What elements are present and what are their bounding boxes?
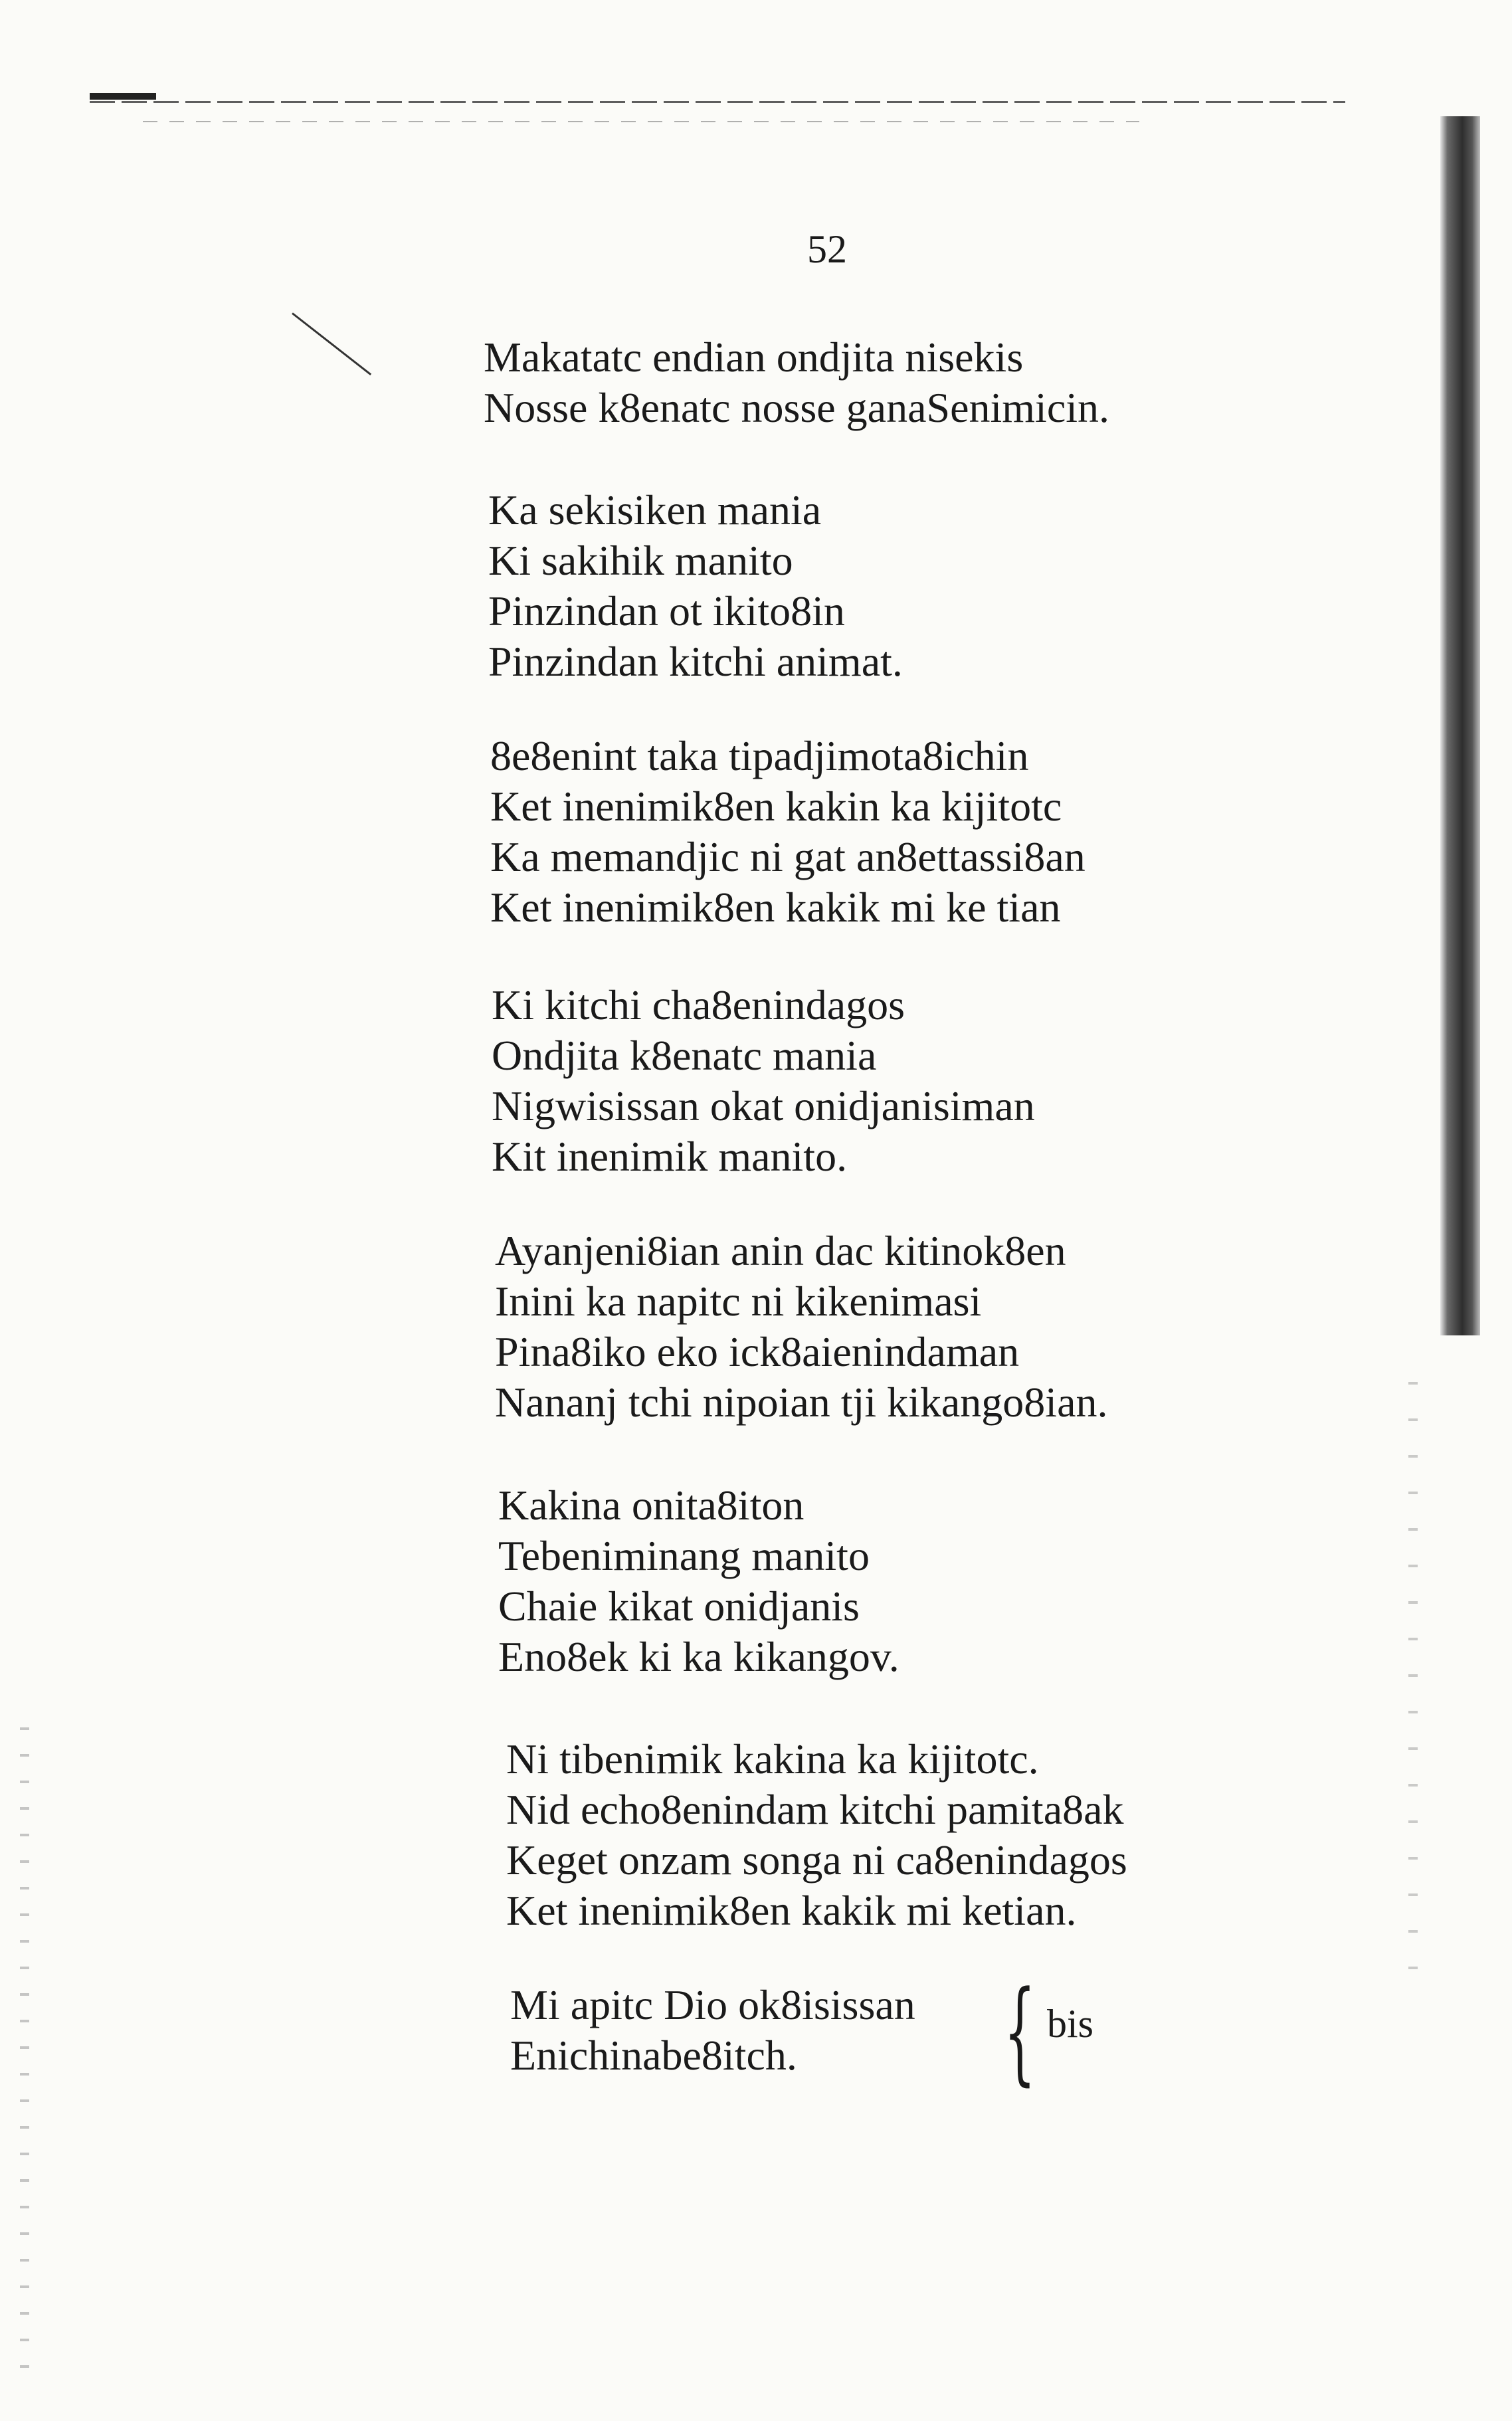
stanza-2 bbox=[488, 485, 903, 687]
verse-line: Nid echo8enindam kitchi pamita8ak bbox=[506, 1786, 1124, 1833]
stanza-4 bbox=[492, 980, 1035, 1182]
verse-line: Inini ka napitc ni kikenimasi bbox=[495, 1278, 982, 1325]
verse-line: Nananj tchi nipoian tji kikango8ian. bbox=[495, 1379, 1108, 1426]
verse-line: Nosse k8enatc nosse ganaSenimicin. bbox=[484, 384, 1109, 431]
verse-line: Ayanjeni8ian anin dac kitinok8en bbox=[495, 1227, 1066, 1274]
stanza-5 bbox=[495, 1226, 1107, 1428]
stray-mark bbox=[292, 312, 371, 375]
page-number: 52 bbox=[807, 227, 847, 271]
verse-line: Keget onzam songa ni ca8enindagos bbox=[506, 1836, 1127, 1884]
verse-line: Ket inenimik8en kakik mi ke tian bbox=[490, 884, 1061, 931]
scan-dots-left bbox=[20, 1727, 29, 2378]
repeat-mark: bis bbox=[1047, 2002, 1094, 2046]
verse-line: Ki sakihik manito bbox=[488, 537, 793, 584]
verse-line: Ki kitchi cha8enindagos bbox=[492, 981, 905, 1028]
verse-line: Ka memandjic ni gat an8ettassi8an bbox=[490, 833, 1086, 880]
verse-line: Eno8ek ki ka kikangov. bbox=[498, 1633, 899, 1680]
verse-line: Kit inenimik manito. bbox=[492, 1133, 848, 1180]
verse-line: Pina8iko eko ick8aienindaman bbox=[495, 1328, 1020, 1375]
stanza-8 bbox=[510, 1967, 1175, 2099]
verse-line: Pinzindan ot ikito8in bbox=[488, 587, 845, 634]
stanza-1 bbox=[484, 332, 1109, 433]
header-rule bbox=[90, 101, 1345, 103]
verse-line: Tebeniminang manito bbox=[498, 1532, 870, 1579]
binding-shadow bbox=[1440, 116, 1480, 1335]
header-rule-faint bbox=[143, 121, 1139, 122]
stanza-6 bbox=[498, 1480, 899, 1682]
verse-line: Enichinabe8itch. bbox=[510, 2032, 797, 2079]
verse-line: Nigwisissan okat onidjanisiman bbox=[492, 1082, 1035, 1129]
scan-artifact bbox=[90, 93, 156, 100]
verse-line: 8e8enint taka tipadjimota8ichin bbox=[490, 732, 1029, 779]
verse-line: Ka sekisiken mania bbox=[488, 486, 822, 533]
stanza-3 bbox=[490, 731, 1086, 933]
verse-line: Ket inenimik8en kakin ka kijitotc bbox=[490, 783, 1062, 830]
verse-line: Chaie kikat onidjanis bbox=[498, 1583, 860, 1630]
verse-line: Ket inenimik8en kakik mi ketian. bbox=[506, 1887, 1077, 1934]
verse-line: Ondjita k8enatc mania bbox=[492, 1032, 877, 1079]
verse-line: Pinzindan kitchi animat. bbox=[488, 638, 903, 685]
brace-glyph: { bbox=[1004, 1967, 1036, 2097]
scan-dots-right bbox=[1408, 1382, 1418, 1980]
stanza-7 bbox=[506, 1734, 1127, 1936]
verse-line: Makatatc endian ondjita nisekis bbox=[484, 334, 1024, 381]
verse-line: Mi apitc Dio ok8isissan bbox=[510, 1981, 915, 2028]
verse-line: Kakina onita8iton bbox=[498, 1482, 804, 1529]
verse-line: Ni tibenimik kakina ka kijitotc. bbox=[506, 1735, 1039, 1783]
